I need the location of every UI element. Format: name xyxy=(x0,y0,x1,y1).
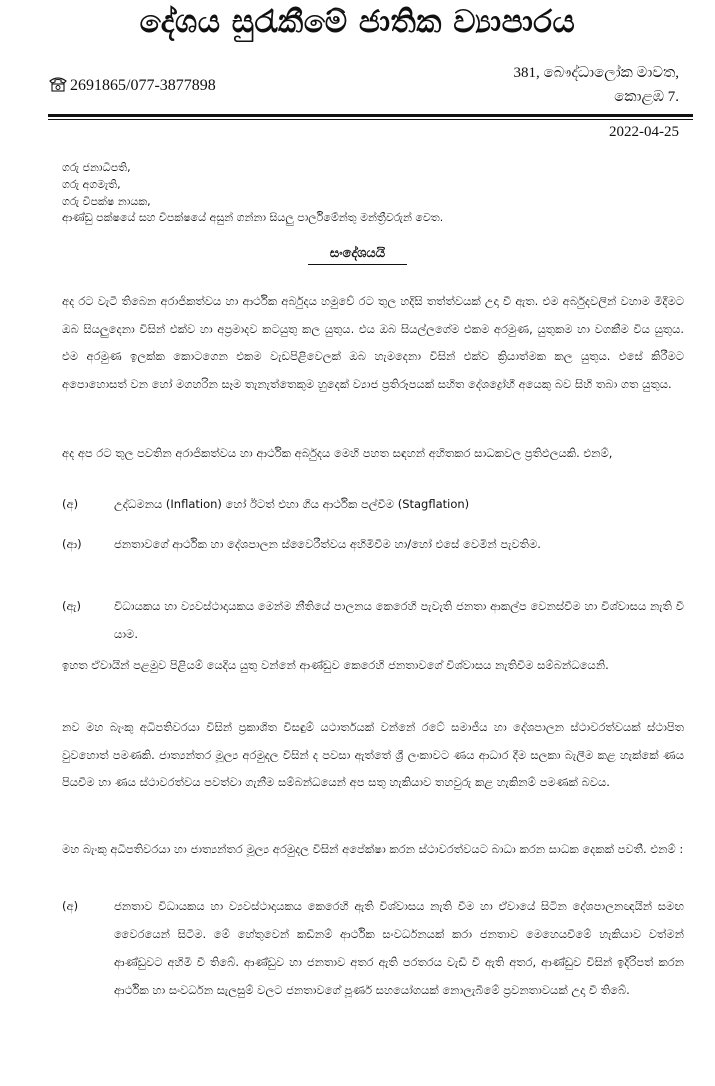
address-line-1: 381, බෞද්ධාලෝක මාවත, xyxy=(513,65,679,81)
item-text: විධායකය හා ව්‍යවස්ථාදායකය මෙන්ම නීතියේ පාලනය කෙරෙහි පැවැති ජනතා ආකල්ප වෙනස්වීම හා විශ්වාසය නැති වී යාම. xyxy=(114,599,684,641)
paragraph-central-bank: නව මහ බැංකු අධිපතිවරයා විසින් ප්‍රකාශිත විසඳුම් යථාර්තයක් වන්නේ රටේ සමාජීය හා දේශපාලන ස්ථාවරත්වයක් ස්ථාපිත වුවහොත් පමණකි. ජාත්‍යන්තර මූල්‍ය අරමුදල විසින් ද පවසා ඇත්තේ ශ්‍රී ලංකාවට ණය ආධාර දීම සලකා බැලීම කළ හැක්කේ ණය පියවීම හා ණය ස්ථාවරත්වය පවත්වා ගැනීම සම්බන්ධයෙන් අප සතු හැකියාව තහවුරු කළ හැකිනම් පමණක් බවය. xyxy=(62,720,684,789)
phone-number-line xyxy=(48,76,216,95)
heading-text: සංදේශයයි xyxy=(308,246,407,265)
letter-date: 2022-04-25 xyxy=(609,124,679,140)
telephone-icon xyxy=(48,76,68,92)
paragraph-crisis: අද රට වැටී තිබෙන අරාජිකත්වය හා ආර්ථික අර්බුදය හමුවේ රට තුල හදිසි තත්ත්වයක් උදා වී ඇත. එම අර්බුදවලින් වහාම මිදීමට ඔබ සියලුදෙනා විසින් එක්ව හා අප්‍රමාදව කටයුතු කල යුතුය. එය ඔබ සියල්ලගේම එකම අරමුණ, යුතුකම හා වගකීම විය යුතුය. එම අරමුණ ඉලක්ක කොටගෙන එකම වැඩපිළිවෙලක් ඔබ හැමදෙනා විසින් එක්ව ක්‍රියාත්මක කල යුතුය. එසේ කිරීමට අපොහොසත් වන හෝ මගහරින සෑම තැනැත්තෙකුම හුදෙක් ව්‍යාජ ප්‍රතිරූපයක් සහිත දේශද්‍රෝහී අයෙකු බව සිහි තබා ගත යුතුය. xyxy=(62,294,684,391)
paragraph-obstacles: මහ බැංකු අධිපතිවරයා හා ජාත්‍යන්තර මූල්‍ය අරමුදල විසින් අපේක්ෂා කරන ස්ථාවරත්වයට බාධා කරන සාධක දෙකක් පවතී. එනම් : xyxy=(62,842,684,856)
paragraph-causes: අද අප රට තුල පවතින අරාජිකත්වය හා ආර්ථික අර්බුදය මෙහි පහත සඳහන් අහිතකර සාධකවල ප්‍රතිඵලයකි. එනම්, xyxy=(62,446,613,460)
item-text: ජනතාවගේ ආර්ථික හා දේශපාලන ස්වෛරීත්වය අහිමිවීම හා/හෝ එසේ වෙමින් පැවතිම. xyxy=(114,537,541,551)
recipient-list xyxy=(62,160,443,227)
recipient-line: ගරු අගමැති, xyxy=(62,177,121,191)
item-text: ජනතාව විධායකය හා ව්‍යවස්ථාදායකය කෙරෙහි ඇති විශ්වාසය නැති වීම හා ඒවායේ සිටින දේශපාලනඥයින් සමඟ වෛරයෙන් සිටීම. මේ හේතුවෙන් කඩිනම් ආර්ථික සංවර්ධනයක් කරා ජනතාව මෙහෙයවීමේ හැකියාව වත්මන් ආණ්ඩුවට අහිමි වී තිබේ. ආණ්ඩුව හා ජනතාව අතර ඇති පරතරය වැඩි වී ඇති අතර, ආණ්ඩුව විසින් ඉදිරිපත් කරන ආර්ථික හා සංවර්ධන සැලසුම් වලට ජනතාවගේ පූර්ණ සහයෝගයක් නොලැබීමේ ප්‍රවනතාවයක් උදා වී තිබේ. xyxy=(114,899,684,997)
letterhead-divider-thin xyxy=(48,119,693,120)
item-text: උද්ධමනය (Inflation) හෝ ඊටත් එහා ගිය ආර්ථික පල්වීම (Stagflation) xyxy=(114,497,470,511)
recipient-line: ආණ්ඩු පක්ෂයේ සහ විපක්ෂයේ අසුන් ගන්නා සියලු පාර්ලිමේන්තු මන්ත්‍රීවරුන් වෙත. xyxy=(62,211,444,225)
item-marker: (අ) xyxy=(62,497,79,511)
organization-name: දේශය සුරැකීමේ ජාතික ව්‍යාපාරය xyxy=(139,4,576,40)
item-marker: (ඇ) xyxy=(62,599,81,613)
letterhead-divider-thick xyxy=(48,114,693,117)
address-line-2: කොළඹ 7. xyxy=(614,89,679,105)
recipient-line: ගරු විපක්ෂ නායක, xyxy=(62,194,151,208)
letter-heading xyxy=(0,246,715,265)
item-marker: (ආ) xyxy=(62,537,82,551)
phone-number: 2691865/077-3877898 xyxy=(70,77,216,94)
paragraph-trust: ඉහත ඒවායින් පළමුව පිළියම් යෙදිය යුතු වන්නේ ආණ්ඩුව කෙරෙහි ජනතාවගේ විශ්වාසය නැතිවීම සම්බන්ධයෙනි. xyxy=(62,658,609,672)
recipient-line: ගරු ජනාධිපති, xyxy=(62,161,131,174)
item-marker: (අ) xyxy=(62,899,79,913)
